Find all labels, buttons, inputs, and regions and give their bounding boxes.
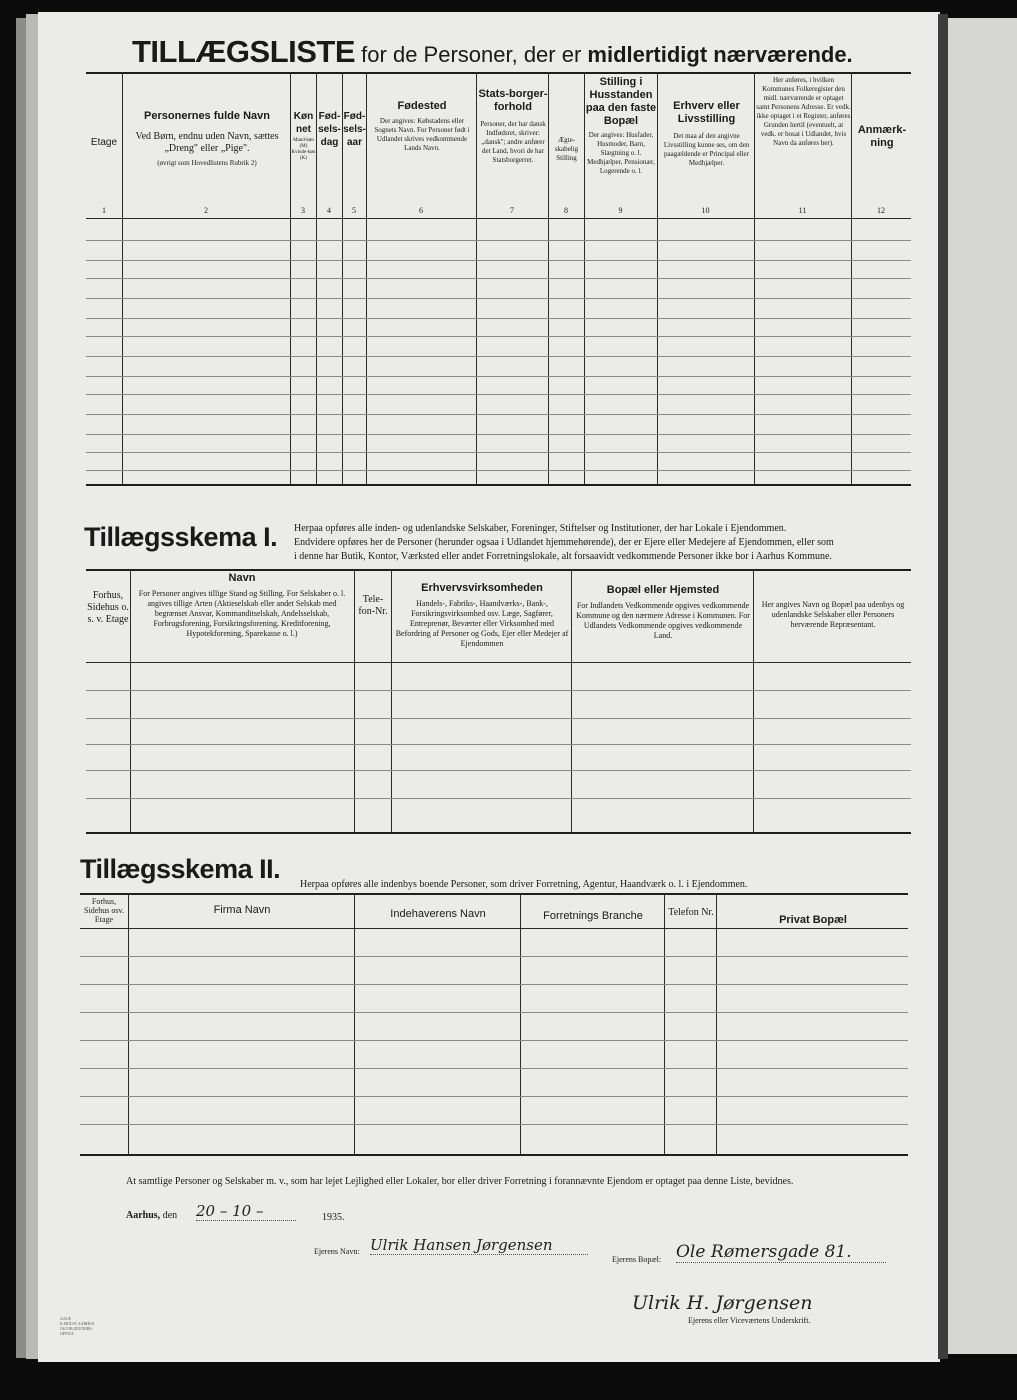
col-birthyear-header: Fød-sels-aar bbox=[343, 111, 366, 148]
signature-handwritten: Ulrik H. Jørgensen bbox=[632, 1292, 813, 1314]
col-household-header: Stilling i Husstanden paa den faste Bopæl Der angives: Husfader, Husmoder, Barn, Slægtning o. l. Medhjælper, Pensionær, Logerende o. l. bbox=[585, 76, 657, 175]
date-handwritten: 20 – 10 – bbox=[196, 1202, 296, 1221]
skema2-col-branche: Forretnings Branche bbox=[543, 910, 643, 922]
col-num: 12 bbox=[877, 206, 885, 215]
owner-address-handwritten: Ole Rømersgade 81. bbox=[676, 1242, 886, 1263]
skema1-col-navn: Navn For Personer angives tillige Stand og Stilling. For Selskaber o. l. angives tillige Arten (Aktieselskab eller andet Selskab med begrænset Ansvar, Kommanditselskab, Andelsselskab, Forbrugsforening, Forsikringsforening, Kreditforening, Hypotekforening, Sparekasse o. l.) bbox=[138, 572, 346, 638]
den-label: den bbox=[162, 1210, 178, 1221]
col-num: 8 bbox=[564, 206, 568, 215]
col-remarks-header: Anmærk-ning bbox=[857, 124, 907, 149]
skema1-col-bopael: Bopæl eller Hjemsted For Indlandets Vedkommende opgives vedkommende Kommune og den nærmere Adresse i Kommunen. For Udlandets Vedkommende opgives vedkommende Land. bbox=[576, 584, 750, 640]
printer-imprint: AAGE E.MOLST.AARHUS JACOB ZEUNERS OFFICE bbox=[60, 1316, 95, 1336]
skema2-description: Herpaa opføres alle indenbys boende Personer, som driver Forretning, Agentur, Haandværk o. l. i Ejendommen. bbox=[300, 879, 748, 890]
place-label: Aarhus, bbox=[126, 1210, 161, 1221]
col-num: 2 bbox=[204, 206, 208, 215]
skema1-col-telefon: Tele-fon-Nr. bbox=[358, 594, 388, 617]
col-marital-header: Ægte-skabelig Stilling bbox=[554, 136, 579, 162]
col-num: 6 bbox=[419, 206, 423, 215]
skema1-description: Herpaa opføres alle inden- og udenlandske Selskaber, Foreninger, Stiftelser og Institutioner, der har Lokale i Ejendommen. Endvidere opføres her de Personer (herunder ogsaa i Udlandet hjemmehørende), der er Ejere eller Medejere af Ejendommen, eller som i denne har Butik, Kontor, Værksted eller andet Forretningslokale, alt forsaavidt vedkommende Personer ikke bor i Aarhus Kommune. bbox=[294, 523, 834, 562]
col-num: 5 bbox=[352, 206, 356, 215]
col-num: 4 bbox=[327, 206, 331, 215]
col-sex-header: Kønnet Mand-køn (M) Kvinde-køn (K) bbox=[291, 111, 316, 161]
col-num: 7 bbox=[510, 206, 514, 215]
owner-name-label: Ejerens Navn: bbox=[314, 1247, 360, 1256]
col-num: 1 bbox=[102, 206, 106, 215]
skema1-col-etage: Forhus, Sidehus o. s. v. Etage bbox=[87, 590, 129, 625]
skema2-title: Tillægsskema II. bbox=[80, 854, 281, 884]
title-rest-bold: midlertidigt nærværende. bbox=[587, 42, 853, 67]
next-page-edge bbox=[940, 18, 1017, 1354]
skema2-col-telefon: Telefon Nr. bbox=[668, 907, 714, 918]
col-register-header: Her anføres, i hvilken Kommunes Folkeregister den midl. nærværende er optaget samt Personens Adresse. Er vedk. ikke optaget i et Register, anføres Grunden hertil (eventuelt, at vedk. er bosat i Udlandet, hvis Navn da anføres her). bbox=[756, 76, 851, 147]
skema2-col-firma: Firma Navn bbox=[213, 904, 271, 916]
skema1-col-repr: Her angives Navn og Bopæl paa udenbys og udenlandske Selskaber eller Personers herværende Repræsentant. bbox=[761, 600, 905, 629]
col-name-header: Personernes fulde Navn Ved Børn, endnu uden Navn, sættes „Dreng" eller „Pige". (øvrigt som Hovedlistens Rubrik 2) bbox=[135, 110, 279, 167]
owner-name-handwritten: Ulrik Hansen Jørgensen bbox=[370, 1236, 588, 1255]
book-spine bbox=[938, 14, 948, 1359]
skema1-title: Tillægsskema I. bbox=[84, 522, 278, 552]
col-birthplace-header: Fødested Der angives: Købstadens eller Sognets Navn. For Personer født i Udlandet skrives vedkommende Lands Navn. bbox=[374, 100, 470, 152]
signature-label: Ejerens eller Viceværtens Underskrift. bbox=[688, 1316, 811, 1325]
date-line bbox=[126, 1210, 177, 1221]
skema2-col-etage: Forhus, Sidehus osv. Etage bbox=[84, 897, 124, 924]
owner-address-label: Ejerens Bopæl: bbox=[612, 1255, 662, 1264]
attestation-statement: At samtlige Personer og Selskaber m. v., som har lejet Lejlighed eller Lokaler, bor eller driver Forretning i forannævnte Ejendom er optaget paa denne Liste, bevidnes. bbox=[126, 1176, 794, 1187]
col-occupation-header: Erhverv eller Livsstilling Det maa af den angivne Livsstilling kunne ses, om den paagældende er Principal eller Medhjælper. bbox=[663, 100, 750, 167]
year-label: 1935. bbox=[322, 1212, 345, 1223]
col-num: 9 bbox=[618, 206, 623, 215]
col-citizenship-header: Stats-borger-forhold Personer, der har dansk Indfødsret, skriver: „dansk"; andre anfører det Land, hvori de har Statsborgerret. bbox=[478, 88, 548, 164]
title-rest: for de Personer, der er bbox=[355, 42, 588, 67]
col-birthday-header: Fød-sels-dag bbox=[318, 111, 341, 148]
skema2-col-indehaver: Indehaverens Navn bbox=[390, 908, 486, 920]
col-num: 3 bbox=[301, 206, 305, 215]
skema1-col-erhverv: Erhvervsvirksomheden Handels-, Fabriks-, Haandværks-, Bank-, Forsikringsvirksomhed osv. Læge, Sagfører, Entreprenør, Beværter eller Virksomhed med Befordring af Personer og Gods, Ejer eller Medejer af Ejendommen bbox=[395, 582, 569, 648]
title-main: TILLÆGSLISTE bbox=[132, 34, 356, 69]
col-num: 10 bbox=[701, 206, 710, 215]
page-title bbox=[132, 34, 892, 70]
col-etage-header: Etage bbox=[90, 137, 118, 148]
skema2-col-bopael: Privat Bopæl bbox=[779, 914, 847, 926]
col-num: 11 bbox=[798, 206, 807, 215]
